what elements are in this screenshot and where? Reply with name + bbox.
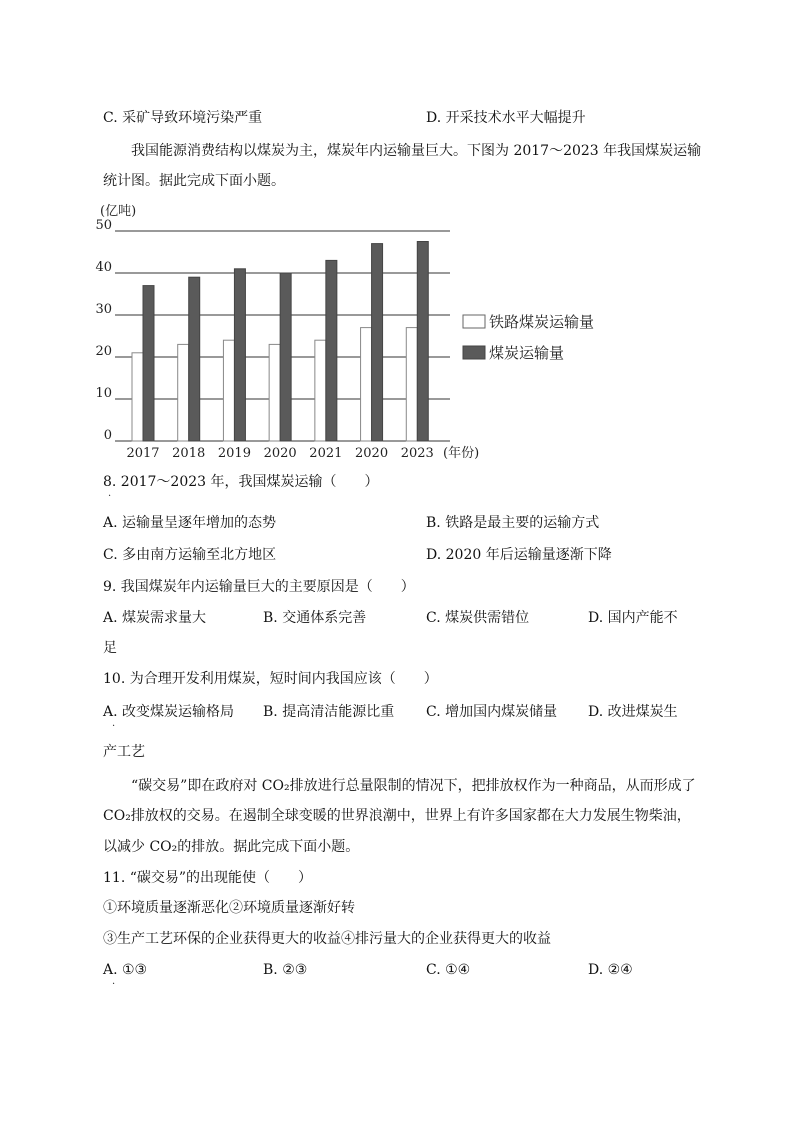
q10-stem: 10. 为合理开发利用煤炭，短时间内我国应该（ ）: [103, 671, 438, 687]
y-tick-label-20: 20: [95, 344, 112, 359]
legend-label-1: 煤炭运输量: [489, 344, 565, 362]
dot-mark: ·: [108, 491, 112, 502]
q8-option-a: A. 运输量呈逐年增加的态势: [103, 515, 277, 531]
y-tick-label-40: 40: [95, 260, 112, 275]
q10-option-b: B. 提高清洁能源比重: [263, 704, 395, 720]
q11-option-d: D. ②④: [588, 962, 633, 978]
y-tick-label-50: 50: [95, 218, 112, 233]
bar-rail-2020-3: [269, 344, 280, 441]
bar-total-2020-3: [280, 273, 291, 441]
q8-option-d: D. 2020 年后运输量逐渐下降: [426, 547, 612, 563]
x-tick-label-0: 2017: [126, 446, 160, 461]
q9-option-c: C. 煤炭供需错位: [426, 610, 530, 626]
dot-mark: ·: [112, 979, 116, 990]
q10-option-d: D. 改进煤炭生: [588, 704, 678, 720]
q11-option-a: A. ①③: [103, 962, 148, 978]
q9-option-d: D. 国内产能不: [588, 610, 678, 626]
legend-swatch-0: [463, 315, 485, 328]
bar-rail-2019-2: [223, 340, 234, 441]
q11-option-b: B. ②③: [263, 962, 308, 978]
x-tick-label-1: 2018: [172, 446, 206, 461]
dot-mark: ·: [112, 721, 116, 732]
bar-total-2023-6: [417, 242, 428, 442]
legend-label-0: 铁路煤炭运输量: [489, 313, 595, 331]
bar-total-2021-4: [326, 260, 337, 441]
intro1-line1: 我国能源消费结构以煤炭为主，煤炭年内运输量巨大。下图为 2017～2023 年我国煤炭运输: [131, 143, 702, 159]
y-tick-label-0: 0: [103, 428, 112, 443]
intro1-line2: 统计图。据此完成下面小题。: [103, 173, 285, 189]
q10-option-a: A. 改变煤炭运输格局: [103, 704, 235, 720]
bar-total-2019-2: [234, 269, 245, 441]
legend-swatch-1: [463, 346, 485, 359]
y-axis-unit-label: (亿吨): [100, 204, 137, 219]
bar-rail-2017-0: [132, 353, 143, 441]
y-tick-label-10: 10: [95, 386, 112, 401]
bar-total-2018-1: [189, 277, 200, 441]
q11-option-c: C. ①④: [426, 962, 471, 978]
q8-option-c: C. 多由南方运输至北方地区: [103, 547, 277, 563]
y-tick-label-30: 30: [95, 302, 112, 317]
bar-rail-2023-6: [406, 328, 417, 441]
bar-total-2020-5: [372, 244, 383, 441]
q9-stem: 9. 我国煤炭年内运输量巨大的主要原因是（ ）: [103, 579, 415, 595]
x-tick-label-2: 2019: [217, 446, 251, 461]
prev-option-c: C. 采矿导致环境污染严重: [103, 110, 263, 126]
x-tick-label-5: 2020: [355, 446, 389, 461]
q9-option-b: B. 交通体系完善: [263, 610, 367, 626]
q10-option-d-cont: 产工艺: [103, 744, 145, 760]
q9-option-a: A. 煤炭需求量大: [103, 610, 207, 626]
prev-option-d: D. 开采技术水平大幅提升: [426, 110, 586, 126]
intro2-line2: CO₂排放权的交易。在遏制全球变暖的世界浪潮中，世界上有许多国家都在大力发展生物柴油，: [103, 808, 691, 824]
q8-stem: 8. 2017～2023 年，我国煤炭运输（ ）: [103, 474, 379, 490]
x-tick-label-6: 2023: [400, 446, 434, 461]
intro2-line1: “碳交易”即在政府对 CO₂排放进行总量限制的情况下，把排放权作为一种商品，从而形成了: [131, 778, 696, 794]
x-tick-label-3: 2020: [263, 446, 297, 461]
bar-rail-2020-5: [361, 328, 372, 441]
q11-statement-3-4: ③生产工艺环保的企业获得更大的收益④排污量大的企业获得更大的收益: [103, 931, 551, 947]
intro2-line3: 以减少 CO₂的排放。据此完成下面小题。: [103, 839, 360, 855]
coal-transport-chart: [95, 198, 595, 468]
bar-rail-2018-1: [178, 344, 189, 441]
x-axis-unit-label: (年份): [443, 446, 480, 461]
q11-statement-1-2: ①环境质量逐渐恶化②环境质量逐渐好转: [103, 900, 355, 916]
q10-option-c: C. 增加国内煤炭储量: [426, 704, 558, 720]
q8-option-b: B. 铁路是最主要的运输方式: [426, 515, 600, 531]
bar-total-2017-0: [143, 286, 154, 441]
bar-rail-2021-4: [315, 340, 326, 441]
x-tick-label-4: 2021: [309, 446, 343, 461]
q11-stem: 11. “碳交易”的出现能使（ ）: [103, 870, 313, 886]
q9-option-d-cont: 足: [103, 640, 117, 656]
chart-svg: [95, 198, 595, 468]
